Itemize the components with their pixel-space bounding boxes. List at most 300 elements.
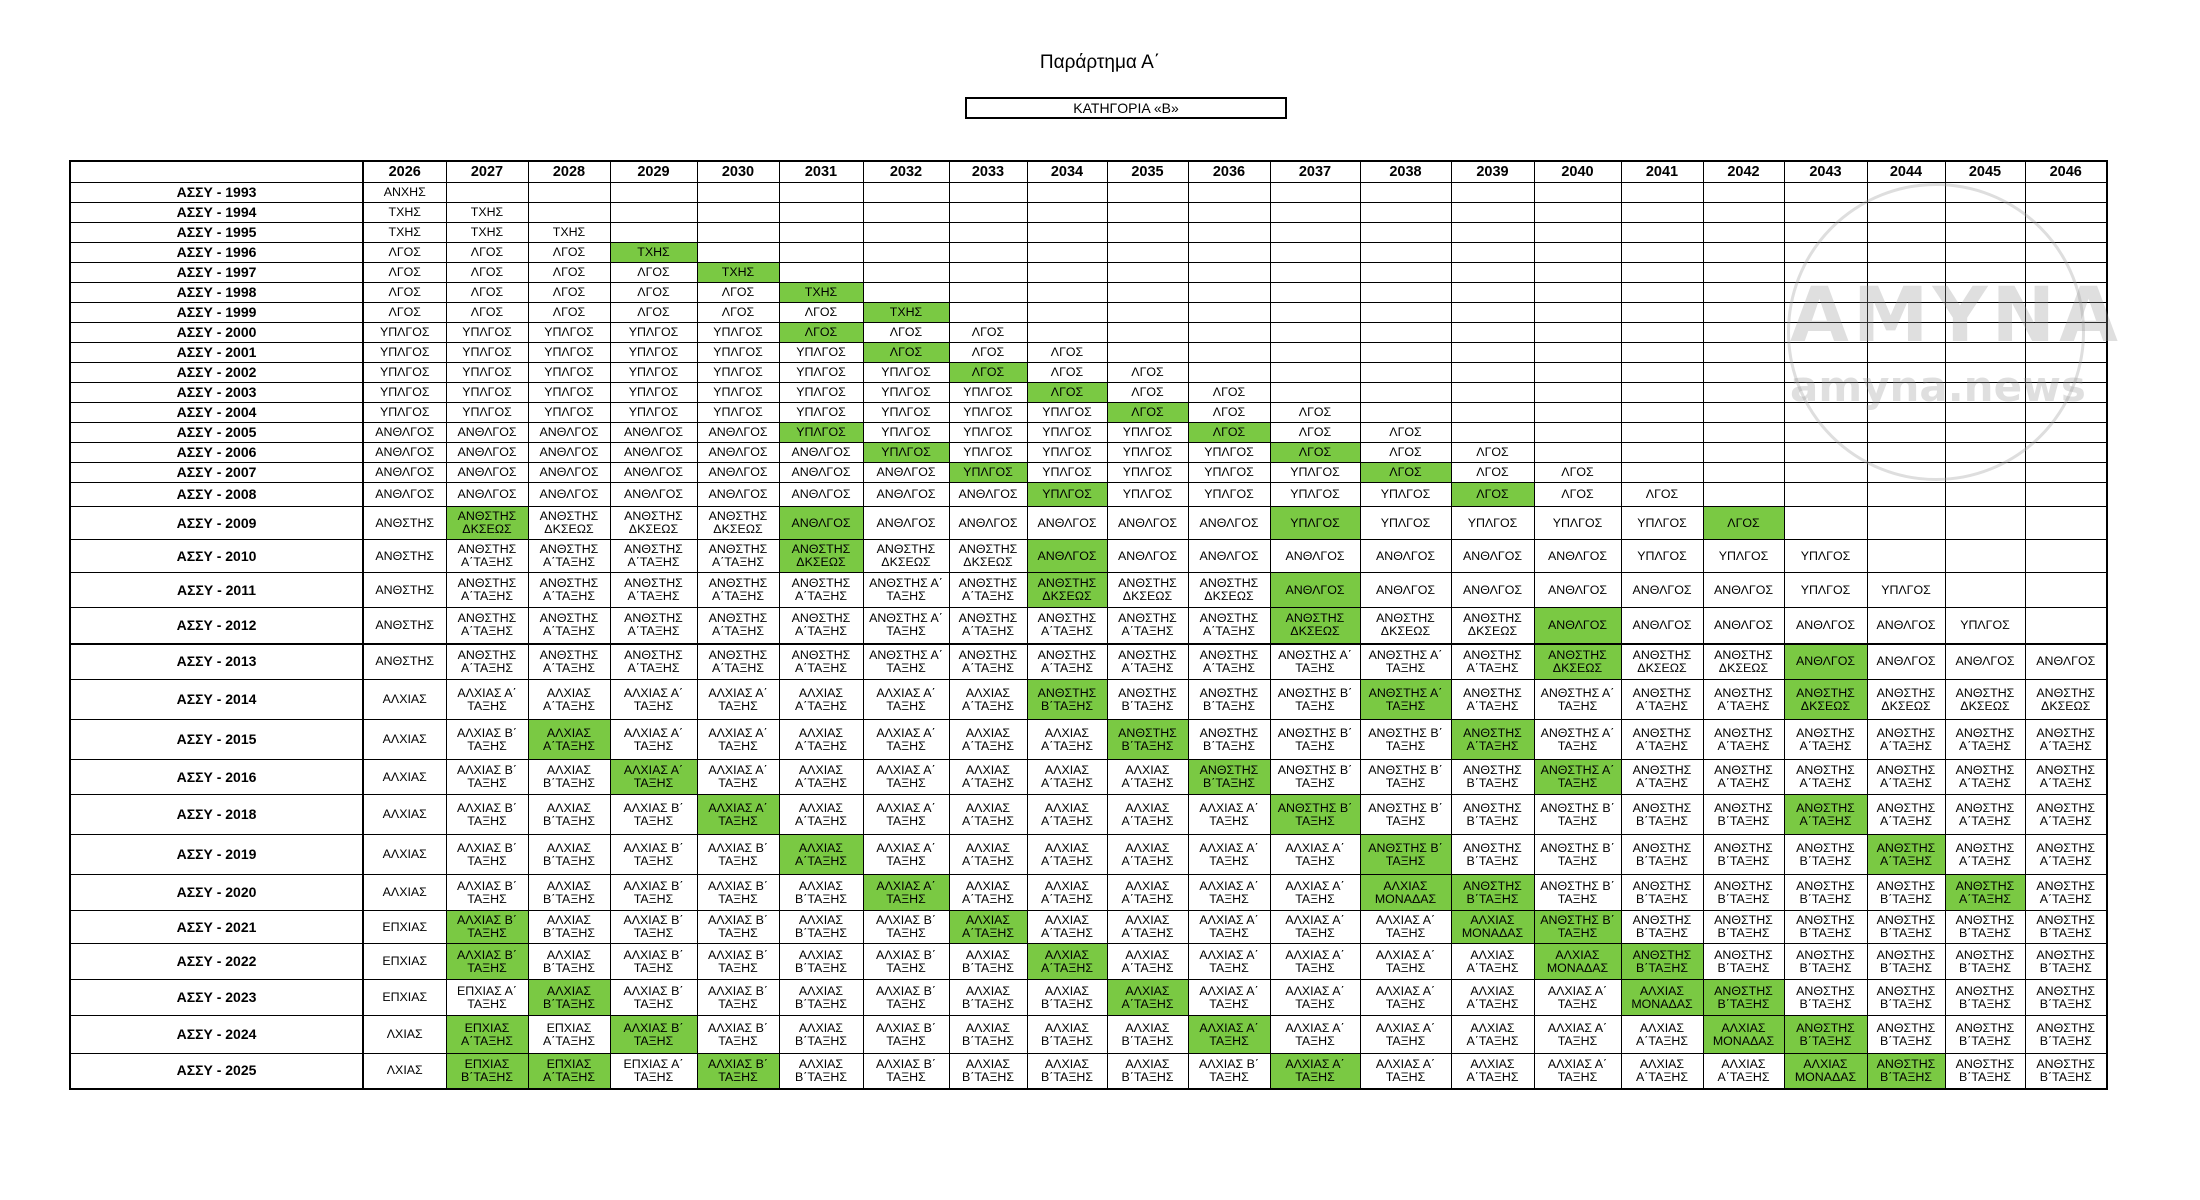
table-cell (949, 183, 1027, 203)
table-cell (1270, 343, 1360, 363)
table-cell: ΑΝΘΣΤΗΣ (363, 573, 446, 608)
table-cell: ΑΝΘΣΤΗΣ Β΄ΤΑΞΗΣ (1703, 980, 1784, 1016)
table-cell: ΑΝΘΣΤΗΣ Α΄ ΤΑΞΗΣ (863, 644, 949, 680)
table-cell: ΑΛΧΙΑΣ Β΄ ΤΑΞΗΣ (697, 980, 779, 1016)
table-cell (1188, 223, 1270, 243)
table-cell: ΑΛΧΙΑΣ Α΄ΤΑΞΗΣ (1027, 875, 1107, 911)
table-cell: ΛΧΙΑΣ (363, 1016, 446, 1054)
table-cell: ΑΛΧΙΑΣ Α΄ ΤΑΞΗΣ (1188, 944, 1270, 980)
table-cell: ΑΝΘΣΤΗΣ Β΄ΤΑΞΗΣ (1027, 680, 1107, 720)
table-cell (1188, 183, 1270, 203)
table-cell: ΑΝΘΣΤΗΣ ΔΚΣΕΩΣ (1270, 608, 1360, 644)
table-cell: ΑΛΧΙΑΣ Β΄ ΤΑΞΗΣ (446, 944, 528, 980)
year-header: 2043 (1784, 161, 1867, 183)
table-cell (1621, 223, 1703, 243)
table-cell: ΥΠΛΓΟΣ (1945, 608, 2025, 644)
table-cell: ΑΝΘΣΤΗΣ ΔΚΣΕΩΣ (1945, 680, 2025, 720)
table-cell: ΑΝΘΣΤΗΣ Β΄ΤΑΞΗΣ (1451, 795, 1534, 835)
table-cell: ΑΛΧΙΑΣ ΜΟΝΑΔΑΣ (1451, 911, 1534, 944)
table-cell (863, 223, 949, 243)
table-cell: ΑΝΘΣΤΗΣ Α΄ΤΑΞΗΣ (2025, 720, 2107, 760)
table-cell: ΥΠΛΓΟΣ (1188, 443, 1270, 463)
table-cell: ΑΝΘΣΤΗΣ Β΄ΤΑΞΗΣ (1621, 911, 1703, 944)
table-cell (1360, 263, 1451, 283)
table-cell: ΥΠΛΓΟΣ (779, 383, 863, 403)
table-cell: ΑΛΧΙΑΣ Α΄ΤΑΞΗΣ (949, 795, 1027, 835)
table-cell: ΑΛΧΙΑΣ Β΄ ΤΑΞΗΣ (446, 835, 528, 875)
table-cell: ΑΛΧΙΑΣ Α΄ΤΑΞΗΣ (1107, 980, 1188, 1016)
year-header: 2036 (1188, 161, 1270, 183)
table-cell (1188, 203, 1270, 223)
table-cell: ΑΝΘΣΤΗΣ Α΄ΤΑΞΗΣ (1107, 608, 1188, 644)
table-cell: ΥΠΛΓΟΣ (363, 363, 446, 383)
table-cell (1534, 223, 1621, 243)
table-cell: ΑΝΘΛΓΟΣ (1360, 540, 1451, 573)
table-cell (1270, 203, 1360, 223)
table-cell (2025, 323, 2107, 343)
table-cell (1784, 423, 1867, 443)
year-header: 2044 (1867, 161, 1945, 183)
table-cell: ΑΛΧΙΑΣ Β΄ ΤΑΞΗΣ (610, 835, 697, 875)
table-cell (1621, 283, 1703, 303)
table-cell: ΛΓΟΣ (1703, 507, 1784, 540)
table-cell: ΑΝΘΣΤΗΣ Β΄ΤΑΞΗΣ (1188, 720, 1270, 760)
table-cell: ΑΝΘΣΤΗΣ Β΄ΤΑΞΗΣ (1867, 1016, 1945, 1054)
table-cell: ΥΠΛΓΟΣ (1188, 463, 1270, 483)
table-cell: ΕΠΧΙΑΣ (363, 944, 446, 980)
table-cell: ΑΛΧΙΑΣ Α΄ ΤΑΞΗΣ (697, 795, 779, 835)
table-cell: ΑΛΧΙΑΣ Α΄ΤΑΞΗΣ (949, 720, 1027, 760)
table-cell: ΥΠΛΓΟΣ (363, 383, 446, 403)
table-cell: ΑΛΧΙΑΣ Α΄ ΤΑΞΗΣ (1270, 1054, 1360, 1089)
table-cell: ΑΛΧΙΑΣ Α΄ΤΑΞΗΣ (779, 835, 863, 875)
table-cell: ΑΛΧΙΑΣ Β΄ΤΑΞΗΣ (1027, 1016, 1107, 1054)
watermark-line1: ΑΜΥΝΑ (1790, 270, 2122, 359)
table-cell: ΑΝΘΛΓΟΣ (446, 483, 528, 507)
table-cell: ΥΠΛΓΟΣ (863, 383, 949, 403)
table-cell (1621, 243, 1703, 263)
table-cell: ΑΛΧΙΑΣ Α΄ ΤΑΞΗΣ (610, 680, 697, 720)
table-cell (1703, 383, 1784, 403)
table-cell (1534, 303, 1621, 323)
category-label: ΚΑΤΗΓΟΡΙΑ «Β» (965, 97, 1287, 119)
table-cell: ΑΝΘΣΤΗΣ Α΄ΤΑΞΗΣ (697, 644, 779, 680)
table-cell: ΑΝΘΛΓΟΣ (528, 423, 610, 443)
table-cell (1784, 383, 1867, 403)
table-cell: ΑΝΘΣΤΗΣ ΔΚΣΕΩΣ (1534, 644, 1621, 680)
table-cell: ΑΝΘΣΤΗΣ Α΄ ΤΑΞΗΣ (1534, 760, 1621, 795)
table-cell: ΑΝΘΣΤΗΣ Β΄ΤΑΞΗΣ (2025, 980, 2107, 1016)
table-cell (1027, 203, 1107, 223)
table-row (70, 1054, 2107, 1089)
table-cell: ΛΓΟΣ (363, 303, 446, 323)
table-cell: ΤΧΗΣ (446, 203, 528, 223)
table-cell: ΑΝΧΗΣ (363, 183, 446, 203)
table-cell: ΑΝΘΣΤΗΣ Β΄ΤΑΞΗΣ (1451, 875, 1534, 911)
table-cell: ΥΠΛΓΟΣ (1784, 540, 1867, 573)
table-cell: ΑΝΘΣΤΗΣ Β΄ΤΑΞΗΣ (1621, 835, 1703, 875)
table-cell: ΥΠΛΓΟΣ (528, 323, 610, 343)
row-label: ΑΣΣΥ - 1995 (70, 223, 363, 243)
table-cell: ΑΝΘΣΤΗΣ Β΄ΤΑΞΗΣ (1107, 680, 1188, 720)
table-cell: ΑΝΘΣΤΗΣ Β΄ΤΑΞΗΣ (2025, 1054, 2107, 1089)
table-cell: ΑΝΘΣΤΗΣ Α΄ΤΑΞΗΣ (528, 540, 610, 573)
table-cell: ΤΧΗΣ (610, 243, 697, 263)
table-cell (1621, 323, 1703, 343)
table-cell (1027, 303, 1107, 323)
table-cell: ΑΝΘΛΓΟΣ (1451, 540, 1534, 573)
year-header: 2037 (1270, 161, 1360, 183)
table-cell: ΑΝΘΣΤΗΣ Α΄ΤΑΞΗΣ (446, 608, 528, 644)
row-label: ΑΣΣΥ - 2024 (70, 1016, 363, 1054)
table-cell: ΑΛΧΙΑΣ Β΄ΤΑΞΗΣ (528, 911, 610, 944)
table-cell (949, 223, 1027, 243)
table-cell: ΕΠΧΙΑΣ Α΄ ΤΑΞΗΣ (610, 1054, 697, 1089)
table-cell (528, 203, 610, 223)
table-cell: ΑΝΘΣΤΗΣ ΔΚΣΕΩΣ (2025, 680, 2107, 720)
table-cell (1534, 363, 1621, 383)
table-cell: ΑΛΧΙΑΣ Α΄ΤΑΞΗΣ (779, 795, 863, 835)
table-cell: ΑΝΘΣΤΗΣ Α΄ΤΑΞΗΣ (528, 644, 610, 680)
table-cell (1451, 183, 1534, 203)
table-cell (2025, 183, 2107, 203)
table-cell: ΑΛΧΙΑΣ Α΄ΤΑΞΗΣ (949, 760, 1027, 795)
table-cell (1270, 183, 1360, 203)
table-cell (1107, 183, 1188, 203)
table-cell (1534, 183, 1621, 203)
table-cell: ΛΓΟΣ (446, 303, 528, 323)
table-cell: ΑΝΘΛΓΟΣ (363, 463, 446, 483)
table-cell (1107, 303, 1188, 323)
table-cell: ΑΝΘΣΤΗΣ Α΄ΤΑΞΗΣ (1703, 760, 1784, 795)
table-cell: ΑΝΘΣΤΗΣ Β΄ΤΑΞΗΣ (1784, 835, 1867, 875)
table-cell (1270, 223, 1360, 243)
table-cell: ΥΠΛΓΟΣ (779, 403, 863, 423)
table-cell (1451, 303, 1534, 323)
year-header: 2041 (1621, 161, 1703, 183)
table-cell: ΑΝΘΛΓΟΣ (1867, 644, 1945, 680)
table-cell (1270, 263, 1360, 283)
table-cell (949, 203, 1027, 223)
table-cell: ΑΛΧΙΑΣ ΜΟΝΑΔΑΣ (1621, 980, 1703, 1016)
table-cell: ΤΧΗΣ (863, 303, 949, 323)
table-cell (1360, 203, 1451, 223)
table-cell (1107, 203, 1188, 223)
table-cell: ΑΛΧΙΑΣ (363, 760, 446, 795)
table-cell: ΑΝΘΣΤΗΣ ΔΚΣΕΩΣ (528, 507, 610, 540)
table-cell: ΑΝΘΣΤΗΣ Α΄ΤΑΞΗΣ (2025, 760, 2107, 795)
table-cell: ΑΝΘΣΤΗΣ (363, 608, 446, 644)
table-cell (1360, 283, 1451, 303)
table-cell: ΑΝΘΣΤΗΣ Α΄ΤΑΞΗΣ (1784, 760, 1867, 795)
table-cell: ΑΛΧΙΑΣ Β΄ΤΑΞΗΣ (528, 760, 610, 795)
table-cell: ΑΝΘΣΤΗΣ Β΄ ΤΑΞΗΣ (1270, 795, 1360, 835)
table-cell (1703, 243, 1784, 263)
table-cell (2025, 283, 2107, 303)
table-row (70, 223, 2107, 243)
table-cell: ΑΝΘΛΓΟΣ (1188, 540, 1270, 573)
table-cell: ΑΝΘΣΤΗΣ Α΄ΤΑΞΗΣ (610, 540, 697, 573)
table-cell (1945, 403, 2025, 423)
table-cell: ΑΝΘΛΓΟΣ (1703, 608, 1784, 644)
table-cell: ΑΛΧΙΑΣ Α΄ ΤΑΞΗΣ (863, 795, 949, 835)
table-cell: ΑΛΧΙΑΣ Α΄ΤΑΞΗΣ (949, 911, 1027, 944)
table-cell: ΕΠΧΙΑΣ Β΄ΤΑΞΗΣ (446, 1054, 528, 1089)
table-cell: ΑΛΧΙΑΣ Β΄ΤΑΞΗΣ (1107, 1016, 1188, 1054)
table-cell: ΑΝΘΣΤΗΣ Α΄ΤΑΞΗΣ (1945, 835, 2025, 875)
table-cell: ΑΝΘΣΤΗΣ ΔΚΣΕΩΣ (1784, 680, 1867, 720)
table-cell: ΑΛΧΙΑΣ Α΄ΤΑΞΗΣ (1621, 1016, 1703, 1054)
table-cell (1534, 343, 1621, 363)
table-cell: ΥΠΛΓΟΣ (1360, 483, 1451, 507)
table-cell (1945, 183, 2025, 203)
table-row (70, 875, 2107, 911)
table-cell: ΛΓΟΣ (1451, 443, 1534, 463)
table-cell: ΑΝΘΛΓΟΣ (1621, 608, 1703, 644)
table-cell: ΑΝΘΣΤΗΣ Α΄ΤΑΞΗΣ (610, 608, 697, 644)
table-cell (1534, 323, 1621, 343)
table-cell: ΑΝΘΣΤΗΣ Β΄ΤΑΞΗΣ (1703, 835, 1784, 875)
table-cell: ΛΓΟΣ (528, 263, 610, 283)
table-cell: ΑΛΧΙΑΣ Α΄ ΤΑΞΗΣ (1188, 875, 1270, 911)
table-cell: ΥΠΛΓΟΣ (1027, 483, 1107, 507)
table-cell (779, 183, 863, 203)
table-cell: ΑΛΧΙΑΣ (363, 835, 446, 875)
table-cell: ΑΝΘΛΓΟΣ (1027, 540, 1107, 573)
table-cell: ΥΠΛΓΟΣ (1451, 507, 1534, 540)
table-cell: ΛΓΟΣ (1621, 483, 1703, 507)
table-cell: ΑΝΘΛΓΟΣ (1534, 540, 1621, 573)
table-cell: ΑΝΘΣΤΗΣ (363, 507, 446, 540)
table-cell: ΑΛΧΙΑΣ Α΄ ΤΑΞΗΣ (1360, 911, 1451, 944)
table-cell: ΑΛΧΙΑΣ Β΄ ΤΑΞΗΣ (446, 795, 528, 835)
table-cell: ΑΝΘΣΤΗΣ Α΄ΤΑΞΗΣ (1188, 644, 1270, 680)
table-cell: ΛΓΟΣ (610, 303, 697, 323)
table-cell: ΑΝΘΣΤΗΣ Β΄ΤΑΞΗΣ (1451, 835, 1534, 875)
table-cell: ΑΝΘΣΤΗΣ Α΄ΤΑΞΗΣ (1945, 875, 2025, 911)
table-cell (1360, 363, 1451, 383)
table-cell: ΑΛΧΙΑΣ Β΄ ΤΑΞΗΣ (610, 980, 697, 1016)
row-label: ΑΣΣΥ - 2011 (70, 573, 363, 608)
table-cell (1867, 183, 1945, 203)
table-cell: ΑΝΘΛΓΟΣ (610, 443, 697, 463)
table-cell (1945, 423, 2025, 443)
table-cell: ΑΛΧΙΑΣ Α΄ΤΑΞΗΣ (779, 720, 863, 760)
row-label: ΑΣΣΥ - 1993 (70, 183, 363, 203)
table-cell: ΑΛΧΙΑΣ Α΄ΤΑΞΗΣ (949, 680, 1027, 720)
table-cell: ΥΠΛΓΟΣ (697, 383, 779, 403)
table-cell: ΑΝΘΣΤΗΣ Β΄ ΤΑΞΗΣ (1360, 720, 1451, 760)
table-cell: ΥΠΛΓΟΣ (1027, 403, 1107, 423)
table-cell (863, 263, 949, 283)
table-cell: ΑΝΘΣΤΗΣ Β΄ ΤΑΞΗΣ (1534, 875, 1621, 911)
table-cell (1867, 283, 1945, 303)
year-header: 2046 (2025, 161, 2107, 183)
table-cell: ΑΛΧΙΑΣ Α΄ ΤΑΞΗΣ (1270, 980, 1360, 1016)
table-cell: ΑΝΘΣΤΗΣ Β΄ΤΑΞΗΣ (1945, 911, 2025, 944)
table-cell: ΛΓΟΣ (1027, 383, 1107, 403)
table-cell: ΑΝΘΣΤΗΣ Β΄ΤΑΞΗΣ (1945, 1016, 2025, 1054)
table-cell: ΥΠΛΓΟΣ (1867, 573, 1945, 608)
table-cell (1867, 203, 1945, 223)
table-row (70, 608, 2107, 644)
table-cell: ΥΠΛΓΟΣ (363, 343, 446, 363)
table-cell (1621, 383, 1703, 403)
table-cell: ΑΝΘΛΓΟΣ (697, 483, 779, 507)
table-cell (1784, 363, 1867, 383)
table-cell: ΑΝΘΣΤΗΣ Β΄ΤΑΞΗΣ (1703, 795, 1784, 835)
table-cell: ΑΛΧΙΑΣ Α΄ ΤΑΞΗΣ (1188, 980, 1270, 1016)
table-cell (1945, 283, 2025, 303)
table-cell (1360, 183, 1451, 203)
table-cell: ΑΝΘΛΓΟΣ (1270, 540, 1360, 573)
table-cell: ΥΠΛΓΟΣ (949, 443, 1027, 463)
row-label: ΑΣΣΥ - 2007 (70, 463, 363, 483)
table-cell (1784, 323, 1867, 343)
table-cell: ΑΝΘΣΤΗΣ (363, 644, 446, 680)
table-cell: ΛΓΟΣ (363, 243, 446, 263)
table-cell: ΑΝΘΣΤΗΣ Β΄ΤΑΞΗΣ (1945, 1054, 2025, 1089)
row-label: ΑΣΣΥ - 2018 (70, 795, 363, 835)
year-header: 2040 (1534, 161, 1621, 183)
table-cell (1945, 343, 2025, 363)
table-cell: ΑΛΧΙΑΣ (363, 680, 446, 720)
table-cell: ΛΓΟΣ (1027, 363, 1107, 383)
table-cell (1188, 343, 1270, 363)
table-cell: ΑΛΧΙΑΣ Α΄ΤΑΞΗΣ (528, 720, 610, 760)
table-cell: ΑΝΘΣΤΗΣ Β΄ΤΑΞΗΣ (1867, 875, 1945, 911)
table-cell: ΑΝΘΣΤΗΣ Β΄ ΤΑΞΗΣ (1270, 760, 1360, 795)
table-cell (1867, 323, 1945, 343)
row-label: ΑΣΣΥ - 2014 (70, 680, 363, 720)
table-cell: ΛΓΟΣ (528, 303, 610, 323)
table-cell (863, 183, 949, 203)
table-cell: ΥΠΛΓΟΣ (446, 363, 528, 383)
table-cell: ΑΝΘΣΤΗΣ Α΄ΤΑΞΗΣ (697, 573, 779, 608)
table-cell (2025, 243, 2107, 263)
table-cell: ΑΝΘΛΓΟΣ (446, 443, 528, 463)
table-cell (1784, 483, 1867, 507)
row-label: ΑΣΣΥ - 1996 (70, 243, 363, 263)
table-cell (1027, 183, 1107, 203)
table-cell: ΛΓΟΣ (1360, 443, 1451, 463)
table-cell: ΑΝΘΛΓΟΣ (1451, 573, 1534, 608)
table-cell: ΑΝΘΣΤΗΣ Β΄ ΤΑΞΗΣ (1360, 760, 1451, 795)
table-cell (1867, 223, 1945, 243)
table-cell (1621, 303, 1703, 323)
table-cell: ΑΛΧΙΑΣ Α΄ ΤΑΞΗΣ (1360, 944, 1451, 980)
table-row (70, 203, 2107, 223)
table-cell: ΑΝΘΣΤΗΣ Α΄ΤΑΞΗΣ (2025, 795, 2107, 835)
table-cell (1867, 243, 1945, 263)
table-cell: ΑΛΧΙΑΣ Β΄ ΤΑΞΗΣ (610, 875, 697, 911)
table-cell: ΑΛΧΙΑΣ Α΄ ΤΑΞΗΣ (1270, 875, 1360, 911)
table-cell (1621, 403, 1703, 423)
table-cell: ΑΝΘΣΤΗΣ Β΄ΤΑΞΗΣ (1703, 875, 1784, 911)
table-row (70, 343, 2107, 363)
promotion-table (69, 160, 2122, 1090)
table-cell: ΑΛΧΙΑΣ Α΄ ΤΑΞΗΣ (863, 875, 949, 911)
table-cell (1534, 263, 1621, 283)
table-cell: ΑΝΘΛΓΟΣ (2025, 644, 2107, 680)
row-label: ΑΣΣΥ - 2010 (70, 540, 363, 573)
table-cell: ΥΠΛΓΟΣ (363, 323, 446, 343)
year-header: 2039 (1451, 161, 1534, 183)
table-cell: ΑΛΧΙΑΣ Α΄ΤΑΞΗΣ (1451, 1016, 1534, 1054)
table-cell: ΑΛΧΙΑΣ Β΄ ΤΑΞΗΣ (863, 980, 949, 1016)
year-header: 2042 (1703, 161, 1784, 183)
table-cell: ΑΝΘΛΓΟΣ (1534, 573, 1621, 608)
table-cell: ΑΝΘΣΤΗΣ Β΄ ΤΑΞΗΣ (1534, 795, 1621, 835)
table-cell (863, 283, 949, 303)
table-cell: ΑΛΧΙΑΣ Α΄ΤΑΞΗΣ (779, 680, 863, 720)
table-cell: ΥΠΛΓΟΣ (697, 343, 779, 363)
table-cell: ΑΝΘΣΤΗΣ Β΄ ΤΑΞΗΣ (1534, 911, 1621, 944)
table-cell: ΑΛΧΙΑΣ Β΄ΤΑΞΗΣ (528, 980, 610, 1016)
table-cell (1270, 283, 1360, 303)
table-cell: ΥΠΛΓΟΣ (446, 403, 528, 423)
table-cell: ΑΝΘΣΤΗΣ Β΄ΤΑΞΗΣ (1784, 1016, 1867, 1054)
table-cell (1945, 203, 2025, 223)
year-header: 2027 (446, 161, 528, 183)
table-cell: ΑΝΘΛΓΟΣ (1107, 540, 1188, 573)
table-cell: ΥΠΛΓΟΣ (1270, 507, 1360, 540)
table-cell (1451, 283, 1534, 303)
table-cell: ΛΓΟΣ (528, 283, 610, 303)
table-cell: ΛΓΟΣ (697, 303, 779, 323)
table-cell (1027, 263, 1107, 283)
table-cell: ΛΓΟΣ (1188, 423, 1270, 443)
table-cell (863, 203, 949, 223)
table-cell: ΑΝΘΣΤΗΣ ΔΚΣΕΩΣ (1360, 608, 1451, 644)
table-cell: ΑΝΘΣΤΗΣ Α΄ΤΑΞΗΣ (2025, 875, 2107, 911)
table-cell: ΑΝΘΣΤΗΣ Α΄ΤΑΞΗΣ (1027, 644, 1107, 680)
table-cell (697, 223, 779, 243)
table-cell: ΑΛΧΙΑΣ Α΄ΤΑΞΗΣ (1451, 1054, 1534, 1089)
table-cell: ΑΛΧΙΑΣ Α΄ ΤΑΞΗΣ (697, 680, 779, 720)
table-cell: ΑΝΘΣΤΗΣ Β΄ΤΑΞΗΣ (1945, 944, 2025, 980)
table-cell (2025, 573, 2107, 608)
table-cell: ΑΝΘΛΓΟΣ (697, 463, 779, 483)
year-header: 2030 (697, 161, 779, 183)
table-cell (1703, 323, 1784, 343)
table-cell: ΑΝΘΣΤΗΣ ΔΚΣΕΩΣ (863, 540, 949, 573)
table-cell: ΑΛΧΙΑΣ Α΄ ΤΑΞΗΣ (1270, 944, 1360, 980)
table-row (70, 483, 2107, 507)
table-cell: ΥΠΛΓΟΣ (1621, 507, 1703, 540)
table-cell (528, 183, 610, 203)
table-cell: ΑΛΧΙΑΣ Β΄ΤΑΞΗΣ (779, 1054, 863, 1089)
table-cell: ΑΛΧΙΑΣ Α΄ΤΑΞΗΣ (1107, 944, 1188, 980)
table-cell: ΑΛΧΙΑΣ Β΄ ΤΑΞΗΣ (697, 911, 779, 944)
table-cell: ΑΝΘΣΤΗΣ Β΄ΤΑΞΗΣ (1784, 911, 1867, 944)
table-cell (1534, 423, 1621, 443)
table-cell (1451, 263, 1534, 283)
table-cell: ΑΛΧΙΑΣ (363, 795, 446, 835)
table-cell: ΑΛΧΙΑΣ Β΄ΤΑΞΗΣ (949, 944, 1027, 980)
table-cell (1784, 223, 1867, 243)
table-cell: ΑΝΘΣΤΗΣ Α΄ΤΑΞΗΣ (779, 644, 863, 680)
table-row (70, 720, 2107, 760)
table-cell: ΑΛΧΙΑΣ Β΄ ΤΑΞΗΣ (697, 835, 779, 875)
table-cell: ΑΛΧΙΑΣ Α΄ΤΑΞΗΣ (1027, 795, 1107, 835)
table-cell: ΑΝΘΣΤΗΣ Α΄ΤΑΞΗΣ (1945, 795, 2025, 835)
table-cell (1703, 223, 1784, 243)
table-cell: ΑΝΘΣΤΗΣ Β΄ΤΑΞΗΣ (1107, 720, 1188, 760)
table-cell (1027, 283, 1107, 303)
table-cell: ΑΝΘΛΓΟΣ (697, 423, 779, 443)
table-cell: ΥΠΛΓΟΣ (1188, 483, 1270, 507)
